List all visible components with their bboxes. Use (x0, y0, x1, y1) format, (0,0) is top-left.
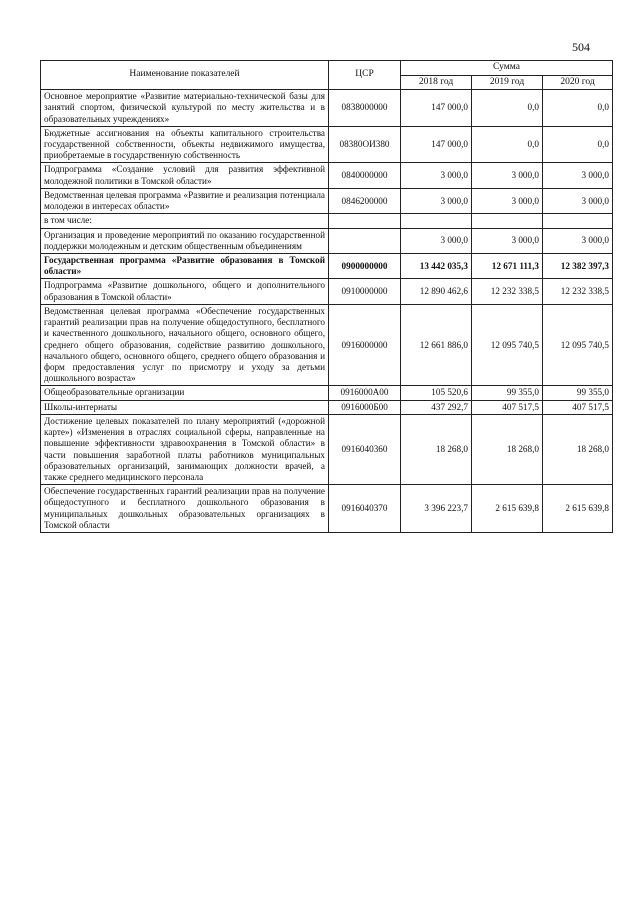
row-code (329, 228, 401, 253)
row-value-2020: 3 000,0 (543, 228, 613, 253)
row-name: Организация и проведение мероприятий по оказанию государственной поддержки молодежным и детским общественным объединениям (41, 228, 329, 253)
row-value-2020: 12 232 338,5 (543, 279, 613, 304)
row-value-2018: 147 000,0 (401, 126, 472, 163)
row-name: Достижение целевых показателей по плану мероприятий («дорожной карте») «Изменения в отраслях социальной сферы, направленные на повышение эффективности здравоохранения в Томской области» в части повышения заработной платы работников муниципальных образовательных организаций, занимающих должности врачей, а также среднего медицинского персонала (41, 414, 329, 484)
row-value-2018: 18 268,0 (401, 414, 472, 484)
table-row (41, 386, 613, 400)
row-name: Ведомственная целевая программа «Обеспечение государственных гарантий реализации прав на получение общедоступного, бесплатного и качественного дошкольного, начального общего, основного общего, среднего общего образования, содействие развитию дошкольного, начального общего, основного общего, среднего общего образования и форм предоставления услуг по присмотру и уходу за детьми дошкольного возраста» (41, 304, 329, 386)
row-value-2018: 3 000,0 (401, 228, 472, 253)
row-value-2018: 12 661 886,0 (401, 304, 472, 386)
row-value-2018: 3 396 223,7 (401, 485, 472, 533)
row-value-2020: 18 268,0 (543, 414, 613, 484)
row-value-2020: 99 355,0 (543, 386, 613, 400)
row-value-2019: 12 232 338,5 (472, 279, 543, 304)
row-code: 0840000000 (329, 163, 401, 188)
header-year-2019: 2019 год (472, 75, 543, 90)
header-sum: Сумма (401, 61, 613, 76)
row-value-2020 (543, 214, 613, 228)
table-row (41, 254, 613, 279)
row-value-2019 (472, 214, 543, 228)
row-value-2020: 407 517,5 (543, 400, 613, 414)
row-name: Основное мероприятие «Развитие материально-технической базы для занятий спортом, физической культурой по месту жительства и в образовательных учреждениях» (41, 90, 329, 127)
row-code: 0916000А00 (329, 386, 401, 400)
row-value-2020: 0,0 (543, 90, 613, 127)
row-value-2018: 105 520,6 (401, 386, 472, 400)
row-value-2020: 12 382 397,3 (543, 254, 613, 279)
row-value-2019: 3 000,0 (472, 228, 543, 253)
row-name: Ведомственная целевая программа «Развитие и реализация потенциала молодежи в интересах области» (41, 188, 329, 213)
row-value-2020: 0,0 (543, 126, 613, 163)
header-name: Наименование показателей (41, 61, 329, 90)
row-code: 0916040360 (329, 414, 401, 484)
table-row (41, 188, 613, 213)
row-value-2019: 18 268,0 (472, 414, 543, 484)
table-row (41, 400, 613, 414)
page-number: 504 (572, 40, 590, 54)
row-code (329, 214, 401, 228)
row-code: 0910000000 (329, 279, 401, 304)
row-code: 0916040370 (329, 485, 401, 533)
row-value-2019: 0,0 (472, 126, 543, 163)
header-year-2020: 2020 год (543, 75, 613, 90)
table-row (41, 214, 613, 228)
row-name: Бюджетные ассигнования на объекты капитального строительства государственной собственности, объекты недвижимого имущества, приобретаемые в государственную собственность (41, 126, 329, 163)
row-code: 0838000000 (329, 90, 401, 127)
row-name: Школы-интернаты (41, 400, 329, 414)
table-row (41, 279, 613, 304)
row-value-2018: 3 000,0 (401, 163, 472, 188)
row-value-2019: 99 355,0 (472, 386, 543, 400)
row-value-2019: 12 095 740,5 (472, 304, 543, 386)
header-row (41, 61, 613, 76)
row-value-2018: 437 292,7 (401, 400, 472, 414)
table-row (41, 485, 613, 533)
row-value-2019: 3 000,0 (472, 163, 543, 188)
table-row (41, 163, 613, 188)
row-name: Обеспечение государственных гарантий реализации прав на получение общедоступного и бесплатного дошкольного образования в муниципальных дошкольных образовательных организациях в Томской области (41, 485, 329, 533)
row-code: 0916000Б00 (329, 400, 401, 414)
table-row (41, 414, 613, 484)
row-code: 0916000000 (329, 304, 401, 386)
row-name: Подпрограмма «Создание условий для развития эффективной молодежной политики в Томской области» (41, 163, 329, 188)
row-value-2018: 12 890 462,6 (401, 279, 472, 304)
row-name: в том числе: (41, 214, 329, 228)
row-value-2019: 407 517,5 (472, 400, 543, 414)
row-value-2018: 3 000,0 (401, 188, 472, 213)
row-name: Подпрограмма «Развитие дошкольного, общего и дополнительного образования в Томской области» (41, 279, 329, 304)
row-code: 0846200000 (329, 188, 401, 213)
table-row (41, 228, 613, 253)
row-value-2018: 147 000,0 (401, 90, 472, 127)
header-year-2018: 2018 год (401, 75, 472, 90)
row-value-2018: 13 442 035,3 (401, 254, 472, 279)
row-code: 0900000000 (329, 254, 401, 279)
row-value-2018 (401, 214, 472, 228)
row-value-2019: 12 671 111,3 (472, 254, 543, 279)
table-row (41, 90, 613, 127)
row-value-2020: 3 000,0 (543, 188, 613, 213)
table-row (41, 304, 613, 386)
row-code: 08380ОИ380 (329, 126, 401, 163)
row-value-2020: 2 615 639,8 (543, 485, 613, 533)
header-code: ЦСР (329, 61, 401, 90)
budget-table (40, 60, 613, 533)
row-value-2019: 0,0 (472, 90, 543, 127)
row-value-2020: 3 000,0 (543, 163, 613, 188)
row-value-2020: 12 095 740,5 (543, 304, 613, 386)
row-name: Общеобразовательные организации (41, 386, 329, 400)
row-name: Государственная программа «Развитие образования в Томской области» (41, 254, 329, 279)
row-value-2019: 3 000,0 (472, 188, 543, 213)
table-row (41, 126, 613, 163)
row-value-2019: 2 615 639,8 (472, 485, 543, 533)
